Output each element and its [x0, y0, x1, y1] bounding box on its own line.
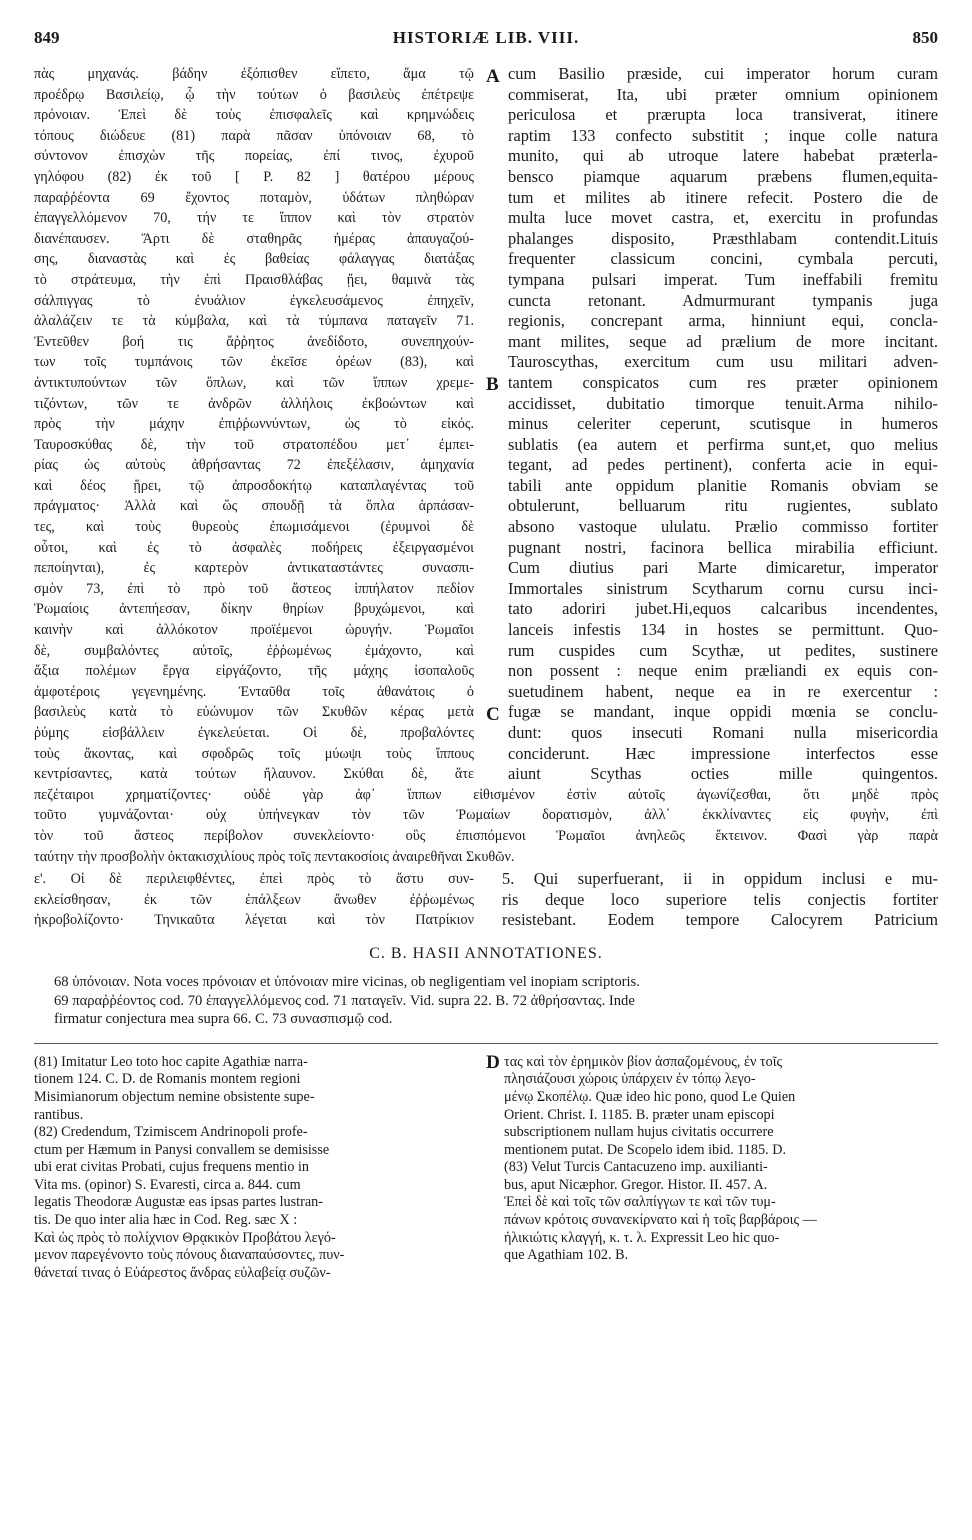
latin-text-line: cum Basilio præside, cui imperator horum curam: [508, 64, 938, 83]
margin-letter-c: C: [486, 704, 500, 725]
latin-text-line: aiunt Scythas octies mille quingentos.: [508, 764, 938, 784]
latin-text-line: conciderunt. Hæc impressione interfectos esse: [508, 743, 938, 763]
latin-text-line: regionis, concrepant arma, hinniunt equi, concla-: [508, 311, 938, 331]
greek-text-line: Ῥωμαίοις ἀντεπήεσαν, δίκην θηρίων βρυχώμενοι, καὶ: [34, 601, 474, 618]
footnotes: [34, 1051, 938, 1283]
greek-text-line: ε'. Οἱ δὲ περιλειφθέντες, ἐπεὶ πρὸς τὸ ἄστυ συν-: [34, 871, 474, 888]
latin-text-line: fugæ se mandant, inque oppidi mœnia se conclu-: [508, 702, 938, 722]
greek-text-line: πρόνοιαν. Ἐπεὶ δὲ τοὺς ἐπισφαλεῖς καὶ κρημνώδεις: [34, 107, 474, 124]
greek-text-line: ταύτην τὴν προσβολὴν ὀκτακισχιλίους πρὸς τοῖς πεντακοσίοις ἀναιρεθῆναι Σκυθῶν.: [34, 848, 515, 865]
footnote-line: Καὶ ὡς πρὸς τὸ πολίχνιον Θρᾳκικὸν Προβάτου λεγό-: [34, 1229, 336, 1246]
greek-text-line: κεντρίσαντες, κατὰ τούτων ἤλαυνον. Σκύθαι δὲ, ἅτε: [34, 766, 474, 783]
annotations-title: C. B. HASII ANNOTATIONES.: [369, 944, 603, 962]
footnote-divider: [34, 1043, 938, 1044]
right-page-number: 850: [912, 28, 938, 47]
footnote-line: Orient. Christ. I. 1185. B. præter unam episcopi: [504, 1106, 775, 1123]
latin-text-line: resistebant. Eodem tempore Calocyrem Patricium: [502, 910, 938, 930]
greek-text-line: σάλπιγγας τὸ ἐνυάλιον ἐγκελευσάμενος ἐπηχεῖν,: [34, 292, 474, 309]
greek-text-line: τὸν τοῦ ἄστεος περίβολον συνεκλείοντο· οὓς ἐπισπόμενοι Ῥωμαῖοι ἀνηλεῶς ἔκτεινον. Φασὶ γὰρ παρὰ: [34, 827, 938, 844]
greek-text-line: σμὸν 73, ἐπὶ τὸ πρὸ τοῦ ἄστεος ἱππήλατον πεδίον: [34, 580, 474, 597]
latin-text-line: accidisset, dubitatio timorque tenuit.Arma nihilo-: [508, 393, 938, 413]
latin-text-line: tegant, ad pedes pertinent), conferta acie in equi-: [508, 455, 938, 475]
footnote-line: ἠλικιώτις κλαγγή, κ. τ. λ. Expressit Leo hic quo-: [504, 1229, 780, 1246]
greek-text-line: καινὴν καὶ ἀλλόκοτον προϊέμενοι ὠρυγήν. Ῥωμαῖοι: [34, 622, 474, 639]
latin-text-line: periculosa et prærupta loca transiverat, itinere: [508, 105, 938, 125]
greek-text-line: ἄξια πολέμων ἔργα εἰργάζοντο, τῆς μάχης ἰσοπαλοῦς: [34, 663, 474, 680]
latin-text-line: raptim 133 confecto substitit ; inque colle natura: [508, 125, 938, 145]
latin-text-line: bensco piamque aquarum præbens flumen,equita-: [508, 166, 938, 186]
greek-text-line: βασιλεὺς κατὰ τὸ εὐώνυμον τῶν Σκυθῶν κέρας μετὰ: [34, 704, 474, 721]
latin-text-column: [502, 64, 938, 785]
greek-text-line: καὶ δέος ᾕρει, τῷ ἀπροσδοκήτῳ καταπλαγέντας τοῦ: [34, 477, 474, 494]
greek-text-line: τοὺς ἄκοντας, καὶ σφοδρῶς τοῖς μύωψι τοὺς ἵππους: [34, 745, 474, 762]
greek-text-line: προέδρῳ Βασιλείῳ, ᾧ τὴν τούτων ὁ βασιλεὺς ἐπέτρεψε: [34, 86, 474, 103]
footnote-line: tis. De quo inter alia hæc in Cod. Reg. sæc X :: [34, 1212, 298, 1229]
annotation-line: firmatur conjectura mea supra 66. C. 73 συνασπισμῷ cod.: [54, 1011, 393, 1028]
footnote-line: Vita ms. (opinor) S. Evaresti, circa a. 844. cum: [34, 1176, 301, 1193]
greek-text-line: διανέπαυσεν. Ἅρτι δὲ σταθηρᾶς ἡμέρας ἀπαυγαζού-: [34, 230, 474, 247]
greek-text-line: σύντονον ἐπισχὼν τῆς πορείας, ἐπί τινος, ἐχυροῦ: [34, 148, 474, 165]
greek-text-line: ἠκροβολίζοντο· Τηνικαῦτα λέγεται καὶ τὸν Πατρίκιον: [34, 912, 474, 929]
page: [34, 28, 938, 1282]
footnote-line: ubi erat civitas Probati, cujus frequens mentio in: [34, 1159, 310, 1176]
footnote-line: (81) Imitatur Leo toto hoc capite Agathiæ narra-: [34, 1053, 308, 1070]
greek-text-line: πρὸς τὴν μάχην ἐπιῤῥωννύντων, ὡς τὸ εἰκός.: [34, 416, 474, 433]
left-page-number: 849: [34, 28, 60, 47]
parallel-columns: [34, 64, 938, 785]
latin-text-line: tantem conspicatos cum res præter opinionem: [508, 372, 938, 392]
footnote-line: Misimianorum objectum nemine obsistente supe-: [34, 1088, 315, 1105]
latin-text-line: munito, qui ab utroque latere habebat præterla-: [508, 146, 938, 166]
section-5: [34, 869, 938, 931]
footnote-line: Ἐπεὶ δὲ καὶ τοῖς τῶν σαλπίγγων τε καὶ τῶν τυμ-: [504, 1194, 776, 1211]
running-title: HISTORIÆ LIB. VIII.: [392, 28, 580, 47]
latin-text-line: minus celeriter ceperunt, scutisque in humeros: [508, 414, 938, 434]
greek-text-line: πεζέταιροι χρηματίζοντες· οὐδὲ γὰρ ἀφ᾽ ἵππων εἰθισμένον ἐστὶν αὐτοῖς ἀγωνίζεσθαι, ὅτι μηδὲ πρὸς: [34, 786, 938, 803]
latin-text-line: tato adoriri jubet.Hi,equos calcaribus incendentes,: [508, 599, 938, 619]
footnote-line: τας καὶ τὸν ἐρημικὸν βίον ἀσπαζομένους, ἐν τοῖς: [504, 1053, 783, 1070]
greek-text-line: πράγματος· Ἀλλὰ καὶ ὥς σπουδῇ τὰ ὅπλα ἁρπάσαν-: [34, 498, 474, 515]
latin-text-line: tabili ante oppidum planitie Romanis obviam se: [508, 475, 938, 495]
greek-text-line: ρίας ὡς αὐτοὺς ἀθρήσαντας 72 ἐπεξέλασιν, ἀμηχανία: [34, 457, 474, 474]
margin-letter-b: B: [486, 374, 499, 395]
latin-text-line: Cum diutius pari Marte dimicaretur, imperator: [508, 558, 938, 578]
margin-letter-d: D: [486, 1051, 500, 1073]
latin-text-line: sublatis (ea autem et perfirma sunt,et, quo melius: [508, 434, 938, 454]
section-5-latin: [502, 869, 938, 931]
latin-text-line: suetudinem habent, neque ea in re exercentur :: [508, 681, 938, 701]
greek-text-line: τόπους διώδευε (81) παρὰ πᾶσαν ὑπόνοιαν 68, τὸ: [34, 127, 474, 144]
annotations: [34, 973, 938, 1029]
greek-text-line: ἀντικτυπούντων τῶν ὅπλων, καὶ τῶν ἵππων χρεμε-: [34, 374, 474, 391]
latin-text-line: ris deque loco superiore telis conjectis fortiter: [502, 889, 938, 909]
greek-text-line: σης, διαναστὰς καὶ ἐς βαθείας φάλαγγας διατάξας: [34, 251, 474, 268]
page-header: [34, 28, 938, 64]
greek-text-line: τοῦτο γυμνάζονται· οὐχ ὑπήνεγκαν τὸν τῶν Ῥωμαίων δορατισμὸν, ἀλλ᾽ ἐκκλίναντες εἰς φυγὴν, ἐπὶ: [34, 807, 938, 824]
margin-letters: [484, 64, 502, 785]
annotation-line: 68 ὑπόνοιαν. Nota voces πρόνοιαν et ὑπόνοιαν mire vicinas, ob negligentiam vel inopiam scriptoris.: [54, 973, 640, 990]
greek-text-line: ἀμφοτέροις γεγενημένης. Ἐνταῦθα τοῖς ἀθανάτοις ὁ: [34, 683, 474, 700]
annotation-line: 69 παραῤῥέοντος cod. 70 ἐπαγγελλόμενος cod. 71 παταγεῖν. Vid. supra 22. B. 72 ἀθρήσαντας. Inde: [54, 992, 635, 1009]
greek-text-line: οὗτοι, καὶ ἐς τὸ ἀσφαλὲς ποδήρεις ἐξειργασμένοι: [34, 539, 474, 556]
latin-text-line: tympana pulsari imperat. Tum ineffabili fremitu: [508, 269, 938, 289]
latin-text-line: commiserat, Ita, ubi præter omnium opinionem: [508, 84, 938, 104]
latin-text-line: Immortales sinistrum Scytharum cornu cursu inci-: [508, 578, 938, 598]
footnote-line: subscriptionem nullam hujus civitatis occurrere: [504, 1124, 774, 1141]
footnote-line: (82) Credendum, Tzimiscem Andrinopoli profe-: [34, 1124, 308, 1141]
footnotes-left: [34, 1054, 482, 1283]
greek-text-line: εκλείσθησαν, ἐκ τῶν ἐπάλξεων ἄνωθεν ἐῤῥωμένως: [34, 891, 474, 908]
latin-text-line: 5. Qui superfuerant, ii in oppidum inclusi e mu-: [502, 869, 938, 889]
footnote-line: (83) Velut Turcis Cantacuzeno imp. auxilianti-: [504, 1159, 768, 1176]
latin-text-line: lanceis infestis 134 in hostes se permittunt. Quo-: [508, 620, 938, 640]
greek-text-line: ἀλαλάζειν τε τὰ κύμβαλα, καὶ τὰ τύμπανα παταγεῖν 71.: [34, 313, 474, 330]
greek-text-line: τιζόντων, τῶν τε ἀνδρῶν ἀλλήλοις ἐκβοώντων καὶ: [34, 395, 474, 412]
latin-text-line: dunt: quos insecuti Romani nulla misericordia: [508, 723, 938, 742]
latin-text-line: Tauroscythas, exercitum cum usu militari adven-: [508, 352, 938, 372]
footnote-line: θάνεταί τινας ὁ Εὐάρεστος ἄνδρας εὐλαβείᾳ συζῶν-: [34, 1264, 331, 1281]
greek-text-line: ἐπαγγελλόμενον 70, τήν τε ἵππον καὶ τὸν στρατὸν: [34, 210, 474, 227]
latin-text-line: phalanges disposito, Præsthlabam contendit.Lituis: [508, 228, 938, 248]
greek-text-line: πεποίηνται), ἐς καρτερὸν ἀντικαταστάντες συνασπι-: [34, 560, 474, 577]
greek-text-line: των τοῖς τυμπάνοις τῶν ἐκεῖσε ὀρέων (83), καὶ: [34, 354, 474, 371]
greek-text-column: [34, 64, 484, 785]
footnote-line: que Agathiam 102. B.: [504, 1247, 629, 1264]
footnotes-right: [504, 1054, 938, 1283]
latin-text-line: pugnant nostri, facinora bellica mirabilia efficiunt.: [508, 537, 938, 557]
footnote-line: rantibus.: [34, 1106, 84, 1123]
greek-text-line: ῥύμης εἰσβάλλειν ἐγκελεύεται. Οἱ δὲ, προβαλόντες: [34, 725, 474, 741]
greek-text-line: τὸ στράτευμα, τὴν ἐπὶ Πραισθλάβας ᾔει, θαμινὰ τὰς: [34, 271, 474, 288]
greek-text-line: γηλόφου (82) ἐκ τοῦ [ P. 82 ] θατέρου μέρους: [34, 168, 474, 185]
latin-text-line: multa luce movet castra, et, exercitu in profundas: [508, 208, 938, 228]
footnote-line: μένῳ Σκοπέλῳ. Quæ ideo hic pono, quod Le Quien: [504, 1088, 796, 1105]
greek-text-line: πὰς μηχανάς. βάδην ἐξόπισθεν εἵπετο, ἅμα τῷ: [34, 66, 474, 82]
full-width-greek-text: [34, 785, 938, 867]
latin-text-line: tum et milites ab itinere refecit. Postero die de: [508, 187, 938, 207]
footnote-line: ctum per Hæmum in Panysi convallem se demisisse: [34, 1141, 330, 1158]
latin-text-line: obtulerunt, belluarum ritu rugientes, sublato: [508, 496, 938, 516]
footnote-line: legatis Theodoræ Augustæ eas ipsas partes lustran-: [34, 1194, 323, 1211]
footnote-line: πλησιάζουσι χώροις ὑπάρχειν ἐν τόπῳ λεγο-: [504, 1071, 756, 1088]
footnote-line: μενον παρεγένοντο τοὺς πόνους διαναπαύσοντες, πυν-: [34, 1247, 345, 1264]
latin-text-line: cuncta retonant. Admurmurant tympanis juga: [508, 290, 938, 310]
footnote-line: mentionem putat. De Scopelo idem ibid. 1185. D.: [504, 1141, 786, 1158]
greek-text-line: Ἐντεῦθεν βοή τις ἄῤῥητος ἀνεδίδοτο, συνεπηχούν-: [34, 333, 474, 350]
greek-text-line: τες, καὶ τοὺς θυρεοὺς ἐπωμισάμενοι (ἐρυμνοὶ δὲ: [34, 519, 474, 536]
latin-text-line: rum cuspides cum Scythæ, ut pedites, sustinere: [508, 640, 938, 660]
latin-text-line: non possent : neque enim præliandi ex equis con-: [508, 661, 938, 681]
margin-letter-a: A: [486, 66, 500, 87]
greek-text-line: δὲ, συμβαλόντες αὐτοῖς, ἐῤῥωμένως ἐμάχοντο, καὶ: [34, 642, 474, 659]
footnote-line: bus, aput Nicæphor. Gregor. Histor. II. 457. A.: [504, 1176, 768, 1193]
latin-text-line: frequenter classicum concini, cymbala percuti,: [508, 249, 938, 269]
latin-text-line: mant milites, seque ad prælium de more incitant.: [508, 331, 938, 351]
greek-text-line: παραῤῥέοντα 69 ἔχοντος ποταμὸν, ὑδάτων πληθώραν: [34, 189, 474, 206]
footnote-line: πάνων κρότοις συνανεκίρνατο καὶ ἡ τοῖς βαρβάροις —: [504, 1212, 817, 1229]
greek-text-line: Ταυροσκύθας δὲ, τὴν τοῦ στρατοπέδου μετ᾽ ἐμπει-: [34, 436, 474, 453]
latin-text-line: absono vastoque ululatu. Prælio commisso fortiter: [508, 517, 938, 537]
section-5-greek: [34, 869, 502, 931]
footnote-line: tionem 124. C. D. de Romanis montem regioni: [34, 1071, 301, 1088]
